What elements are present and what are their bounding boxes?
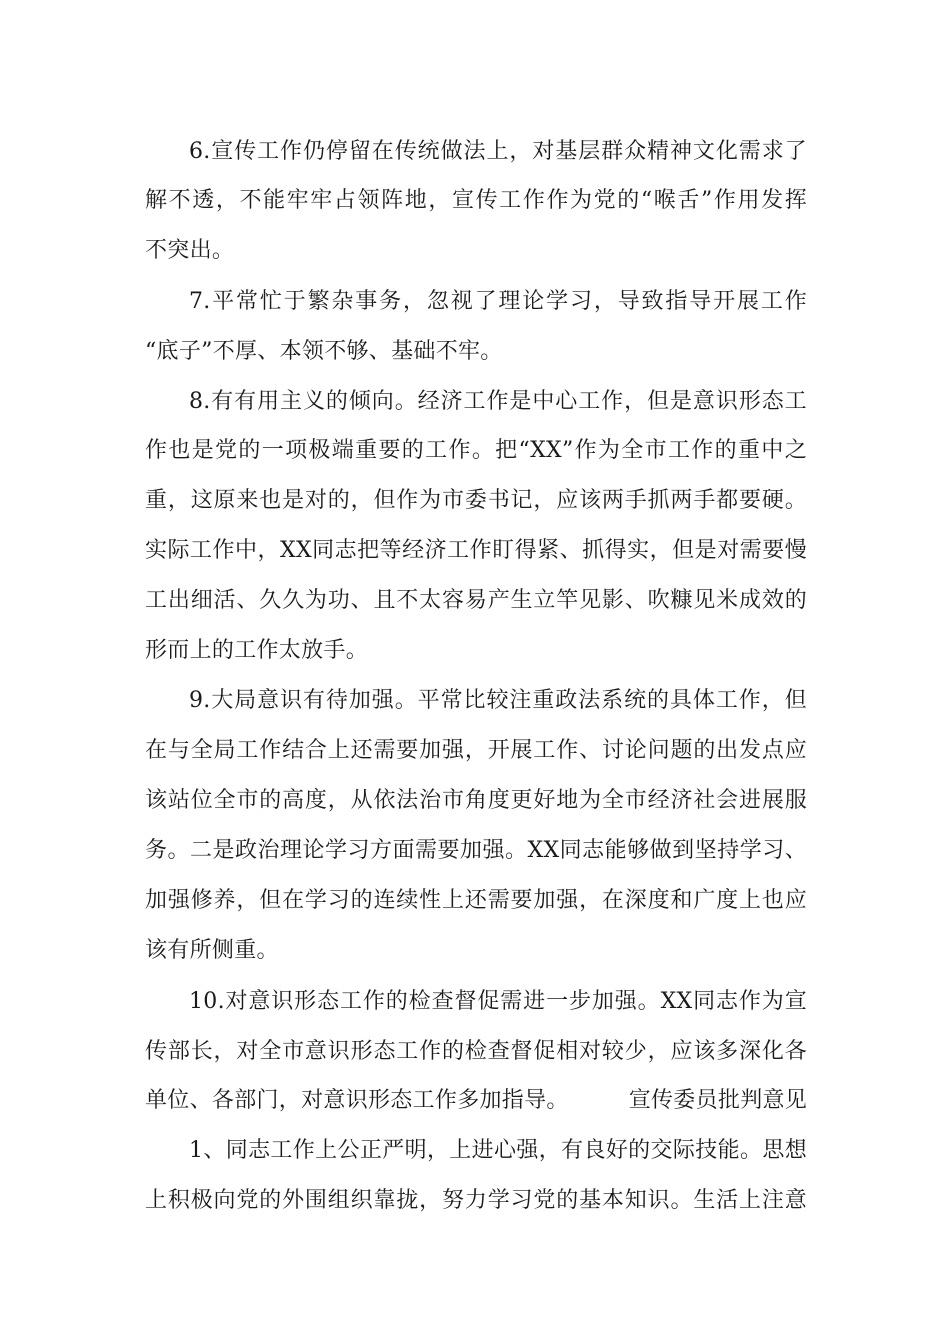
text-line <box>145 337 807 367</box>
text-line-content: 7.平常忙于繁杂事务，忽视了理论学习，导致指导开展工作 <box>189 289 807 314</box>
text-line <box>145 1186 807 1216</box>
text-line <box>145 1037 807 1067</box>
text-line-content: 重，这原来也是对的，但作为市委书记，应该两手抓两手都要硬。 <box>145 488 807 513</box>
text-line-content: 解不透，不能牢牢占领阵地，宣传工作作为党的“喉舌”作用发挥 <box>145 188 807 213</box>
text-line-content: 加强修养，但在学习的连续性上还需要加强，在深度和广度上也应 <box>145 888 807 913</box>
text-line-content: 在与全局工作结合上还需要加强，开展工作、讨论问题的出发点应 <box>145 738 807 763</box>
text-line-content: 该站位全市的高度，从依法治市角度更好地为全市经济社会进展服 <box>145 788 807 813</box>
text-line-content: 工出细活、久久为功、且不太容易产生立竿见影、吹糠见米成效的 <box>145 588 807 613</box>
text-line <box>145 736 807 766</box>
text-line <box>145 586 807 616</box>
text-line-content: 不突出。 <box>145 238 235 263</box>
text-line-content: 8.有有用主义的倾向。经济工作是中心工作，但是意识形态工 <box>189 389 807 414</box>
text-line <box>189 137 807 167</box>
text-line-content: 传部长，对全市意识形态工作的检查督促相对较少，应该多深化各 <box>145 1039 807 1064</box>
text-line-content: 上积极向党的外围组织靠拢，努力学习党的基本知识。生活上注意 <box>145 1188 807 1213</box>
text-line-content: 10.对意识形态工作的检查督促需进一步加强。XX同志作为宣 <box>189 989 807 1014</box>
text-line-content: “底子”不厚、本领不够、基础不牢。 <box>145 339 503 364</box>
text-line-content: 该有所侧重。 <box>145 938 279 963</box>
text-line <box>145 186 807 216</box>
text-line <box>145 436 807 466</box>
text-line <box>145 236 807 266</box>
text-line <box>145 486 807 516</box>
text-line <box>145 536 807 566</box>
text-line-content: 形而上的工作太放手。 <box>145 638 369 663</box>
text-line-content: 9.大局意识有待加强。平常比较注重政法系统的具体工作，但 <box>189 688 807 713</box>
text-line-content: 实际工作中，XX同志把等经济工作盯得紧、抓得实，但是对需要慢 <box>145 538 807 563</box>
section-heading: 宣传委员批判意见 <box>628 1088 808 1113</box>
text-line-content: 作也是党的一项极端重要的工作。把“XX”作为全市工作的重中之 <box>145 438 807 463</box>
text-line <box>145 1086 807 1116</box>
text-line-content: 务。二是政治理论学习方面需要加强。XX同志能够做到坚持学习、 <box>145 838 807 863</box>
text-line-content: 1、同志工作上公正严明，上进心强，有良好的交际技能。思想 <box>189 1138 807 1163</box>
text-line <box>145 636 807 666</box>
text-line <box>189 387 807 417</box>
text-line <box>145 836 807 866</box>
text-line <box>145 936 807 966</box>
text-line <box>189 1136 807 1166</box>
text-line <box>189 686 807 716</box>
text-line-content: 6.宣传工作仍停留在传统做法上，对基层群众精神文化需求了 <box>189 139 807 164</box>
text-line <box>145 886 807 916</box>
text-line <box>189 287 807 317</box>
text-line-content: 单位、各部门，对意识形态工作多加指导。 <box>145 1088 569 1113</box>
text-line <box>189 987 807 1017</box>
text-line <box>145 786 807 816</box>
